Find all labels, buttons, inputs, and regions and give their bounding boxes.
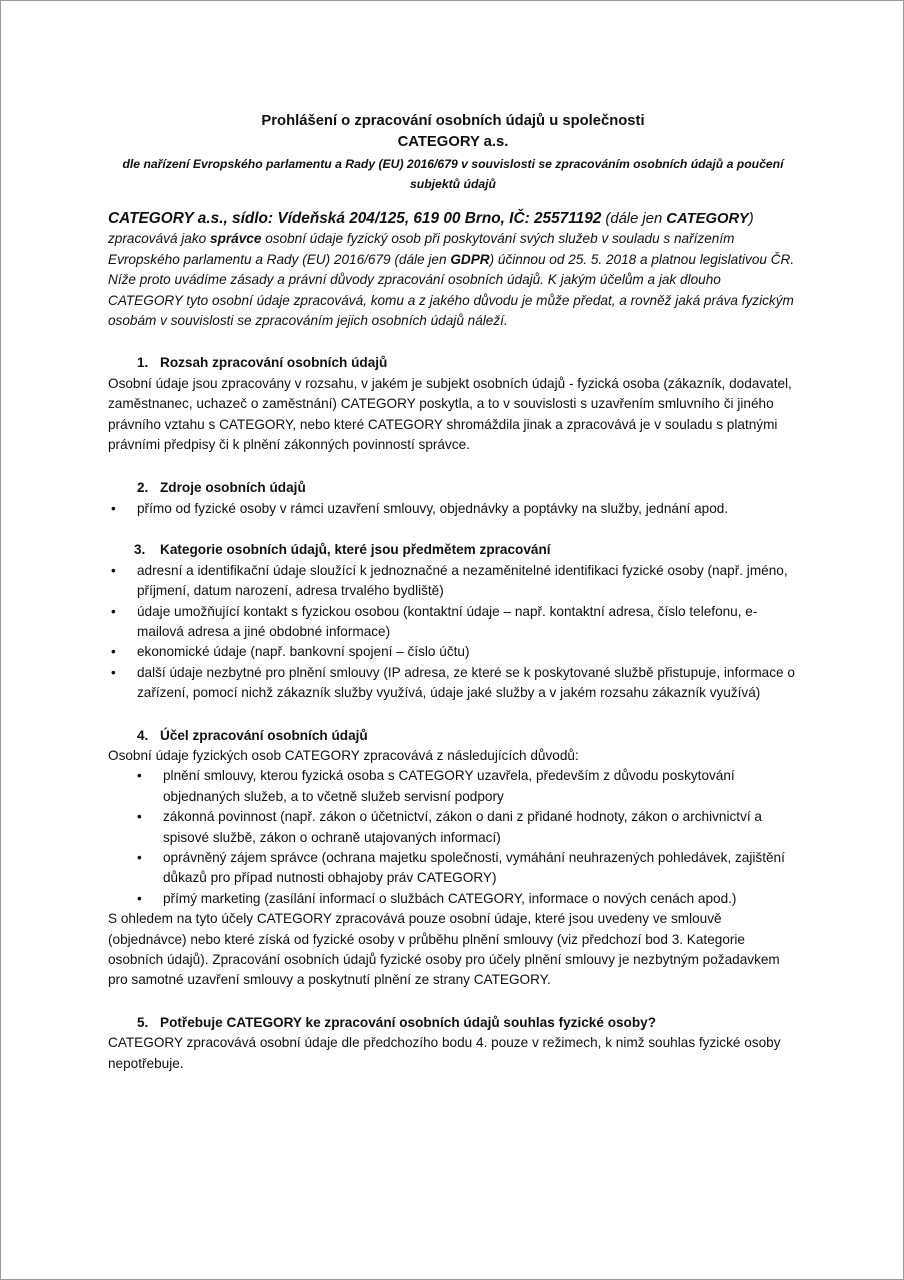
section-number: 5. xyxy=(137,1014,149,1030)
section-title: Potřebuje CATEGORY ke zpracování osobních údajů souhlas fyzické osoby? xyxy=(160,1014,657,1030)
intro-lead-paren-start: (dále jen xyxy=(601,211,667,227)
document-content xyxy=(108,111,798,1074)
section-number: 3. xyxy=(134,542,146,558)
intro-role: správce xyxy=(210,231,262,247)
section-4-list xyxy=(108,766,798,909)
section-2-heading xyxy=(108,478,798,498)
list-item: • oprávněný zájem správce (ochrana majetku společnosti, vymáhání neuhrazených pohledávek, zajištění důkazů pro případ nutnosti obhajoby práv CATEGORY) xyxy=(108,848,798,889)
section-5-text: CATEGORY zpracovává osobní údaje dle předchozího bodu 4. pouze v režimech, k nimž souhlas fyzické osoby nepotřebuje. xyxy=(108,1035,781,1071)
intro-text-3: ) účinnou od 25. 5. 2018 a platnou legislativou ČR. Níže proto uvádíme zásady a právní důvody zpracování osobních údajů. K jakým účelům a jak dlouho CATEGORY tyto osobní údaje zpracovává, komu a z jakého důvodu je může předat, a rovněž jaká práva fyzickým osobám v souvislosti se zpracováním jejich osobních údajů náleží. xyxy=(108,251,795,329)
document-title: Prohlášení o zpracování osobních údajů u společnosti xyxy=(261,113,645,129)
section-3-list xyxy=(108,561,798,704)
section-title: Účel zpracování osobních údajů xyxy=(160,727,368,743)
section-number: 4. xyxy=(137,727,149,743)
section-4-intro: Osobní údaje fyzických osob CATEGORY zpracovává z následujících důvodů: xyxy=(108,747,579,763)
list-item: • přímý marketing (zasílání informací o službách CATEGORY, informace o nových cenách apod.) xyxy=(108,889,798,909)
intro-lead-paren-name: CATEGORY xyxy=(666,211,749,227)
section-5-heading xyxy=(108,1013,798,1033)
list-item: • další údaje nezbytné pro plnění smlouvy (IP adresa, ze které se k poskytované službě přistupuje, informace o zařízení, pomocí nichž zákazník služby využívá, údaje jaké služby a v jakém rozsahu zákazník využívá) xyxy=(108,663,798,704)
section-number: 1. xyxy=(137,355,149,371)
section-1-text: Osobní údaje jsou zpracovány v rozsahu, v jakém je subjekt osobních údajů - fyzická osoba (zákazník, dodavatel, zaměstnanec, uchazeč o zaměstnání) CATEGORY poskytla, a to v souvislosti s uzavřením smluvního či jiného právního vztahu s CATEGORY, nebo které CATEGORY shromáždila jinak a zpracovává je v souladu s platnými právními předpisy či k plnění zákonných povinností správce. xyxy=(108,375,792,453)
intro-text-2: osobní údaje fyzický osob při poskytování svých služeb v souladu s nařízením Evropského parlamentu a Rady (EU) 2016/679 (dále jen xyxy=(108,231,735,267)
list-item: • přímo od fyzické osoby v rámci uzavření smlouvy, objednávky a poptávky na služby, jednání apod. xyxy=(108,499,798,519)
intro-text-1: zpracovává jako xyxy=(108,231,211,247)
document-subtitle: dle nařízení Evropského parlamentu a Rady (EU) 2016/679 v souvislosti se zpracováním osobních údajů a poučení subjektů údajů xyxy=(122,157,784,191)
section-4-heading xyxy=(108,726,798,746)
list-item: • adresní a identifikační údaje sloužící k jednoznačné a nezaměnitelné identifikaci fyzické osoby (např. jméno, příjmení, datum narození, adresa trvalého bydliště) xyxy=(108,561,798,602)
section-title: Zdroje osobních údajů xyxy=(160,480,306,496)
section-title: Rozsah zpracování osobních údajů xyxy=(160,355,388,371)
section-1-heading xyxy=(108,353,798,373)
list-item: • údaje umožňující kontakt s fyzickou osobou (kontaktní údaje – např. kontaktní adresa, číslo telefonu, e-mailová adresa a jiné obdobné informace) xyxy=(108,602,798,643)
section-title: Kategorie osobních údajů, které jsou předmětem zpracování xyxy=(160,542,551,558)
list-item: • plnění smlouvy, kterou fyzická osoba s CATEGORY uzavřela, především z důvodu poskytování objednaných služeb, a to včetně služeb servisní podpory xyxy=(108,766,798,807)
intro-lead-paren-end: ) xyxy=(748,211,754,227)
section-3-heading xyxy=(108,540,798,560)
section-4-text: S ohledem na tyto účely CATEGORY zpracovává pouze osobní údaje, které jsou uvedeny ve smlouvě (objednávce) nebo které získá od fyzické osoby v průběhu plnění smlouvy (viz předchozí bod 3. Kategorie osobních údajů). Zpracování osobních údajů fyzické osoby pro účely plnění smlouvy je nezbytným požadavkem pro samotné uzavření smlouvy a poskytnutí plnění ze strany CATEGORY. xyxy=(108,911,780,988)
section-2-list xyxy=(108,499,798,519)
list-item: • ekonomické údaje (např. bankovní spojení – číslo účtu) xyxy=(108,642,798,662)
list-item: • zákonná povinnost (např. zákon o účetnictví, zákon o dani z přidané hodnoty, zákon o archivnictví a spisové službě, zákon o ochraně utajovaných informací) xyxy=(108,807,798,848)
intro-lead: CATEGORY a.s., sídlo: Vídeňská 204/125, 619 00 Brno, IČ: 25571192 xyxy=(108,210,602,227)
intro-paragraph xyxy=(108,209,798,331)
company-name-title: CATEGORY a.s. xyxy=(397,134,509,150)
section-number: 2. xyxy=(137,480,149,496)
intro-gdpr: GDPR xyxy=(450,251,490,267)
